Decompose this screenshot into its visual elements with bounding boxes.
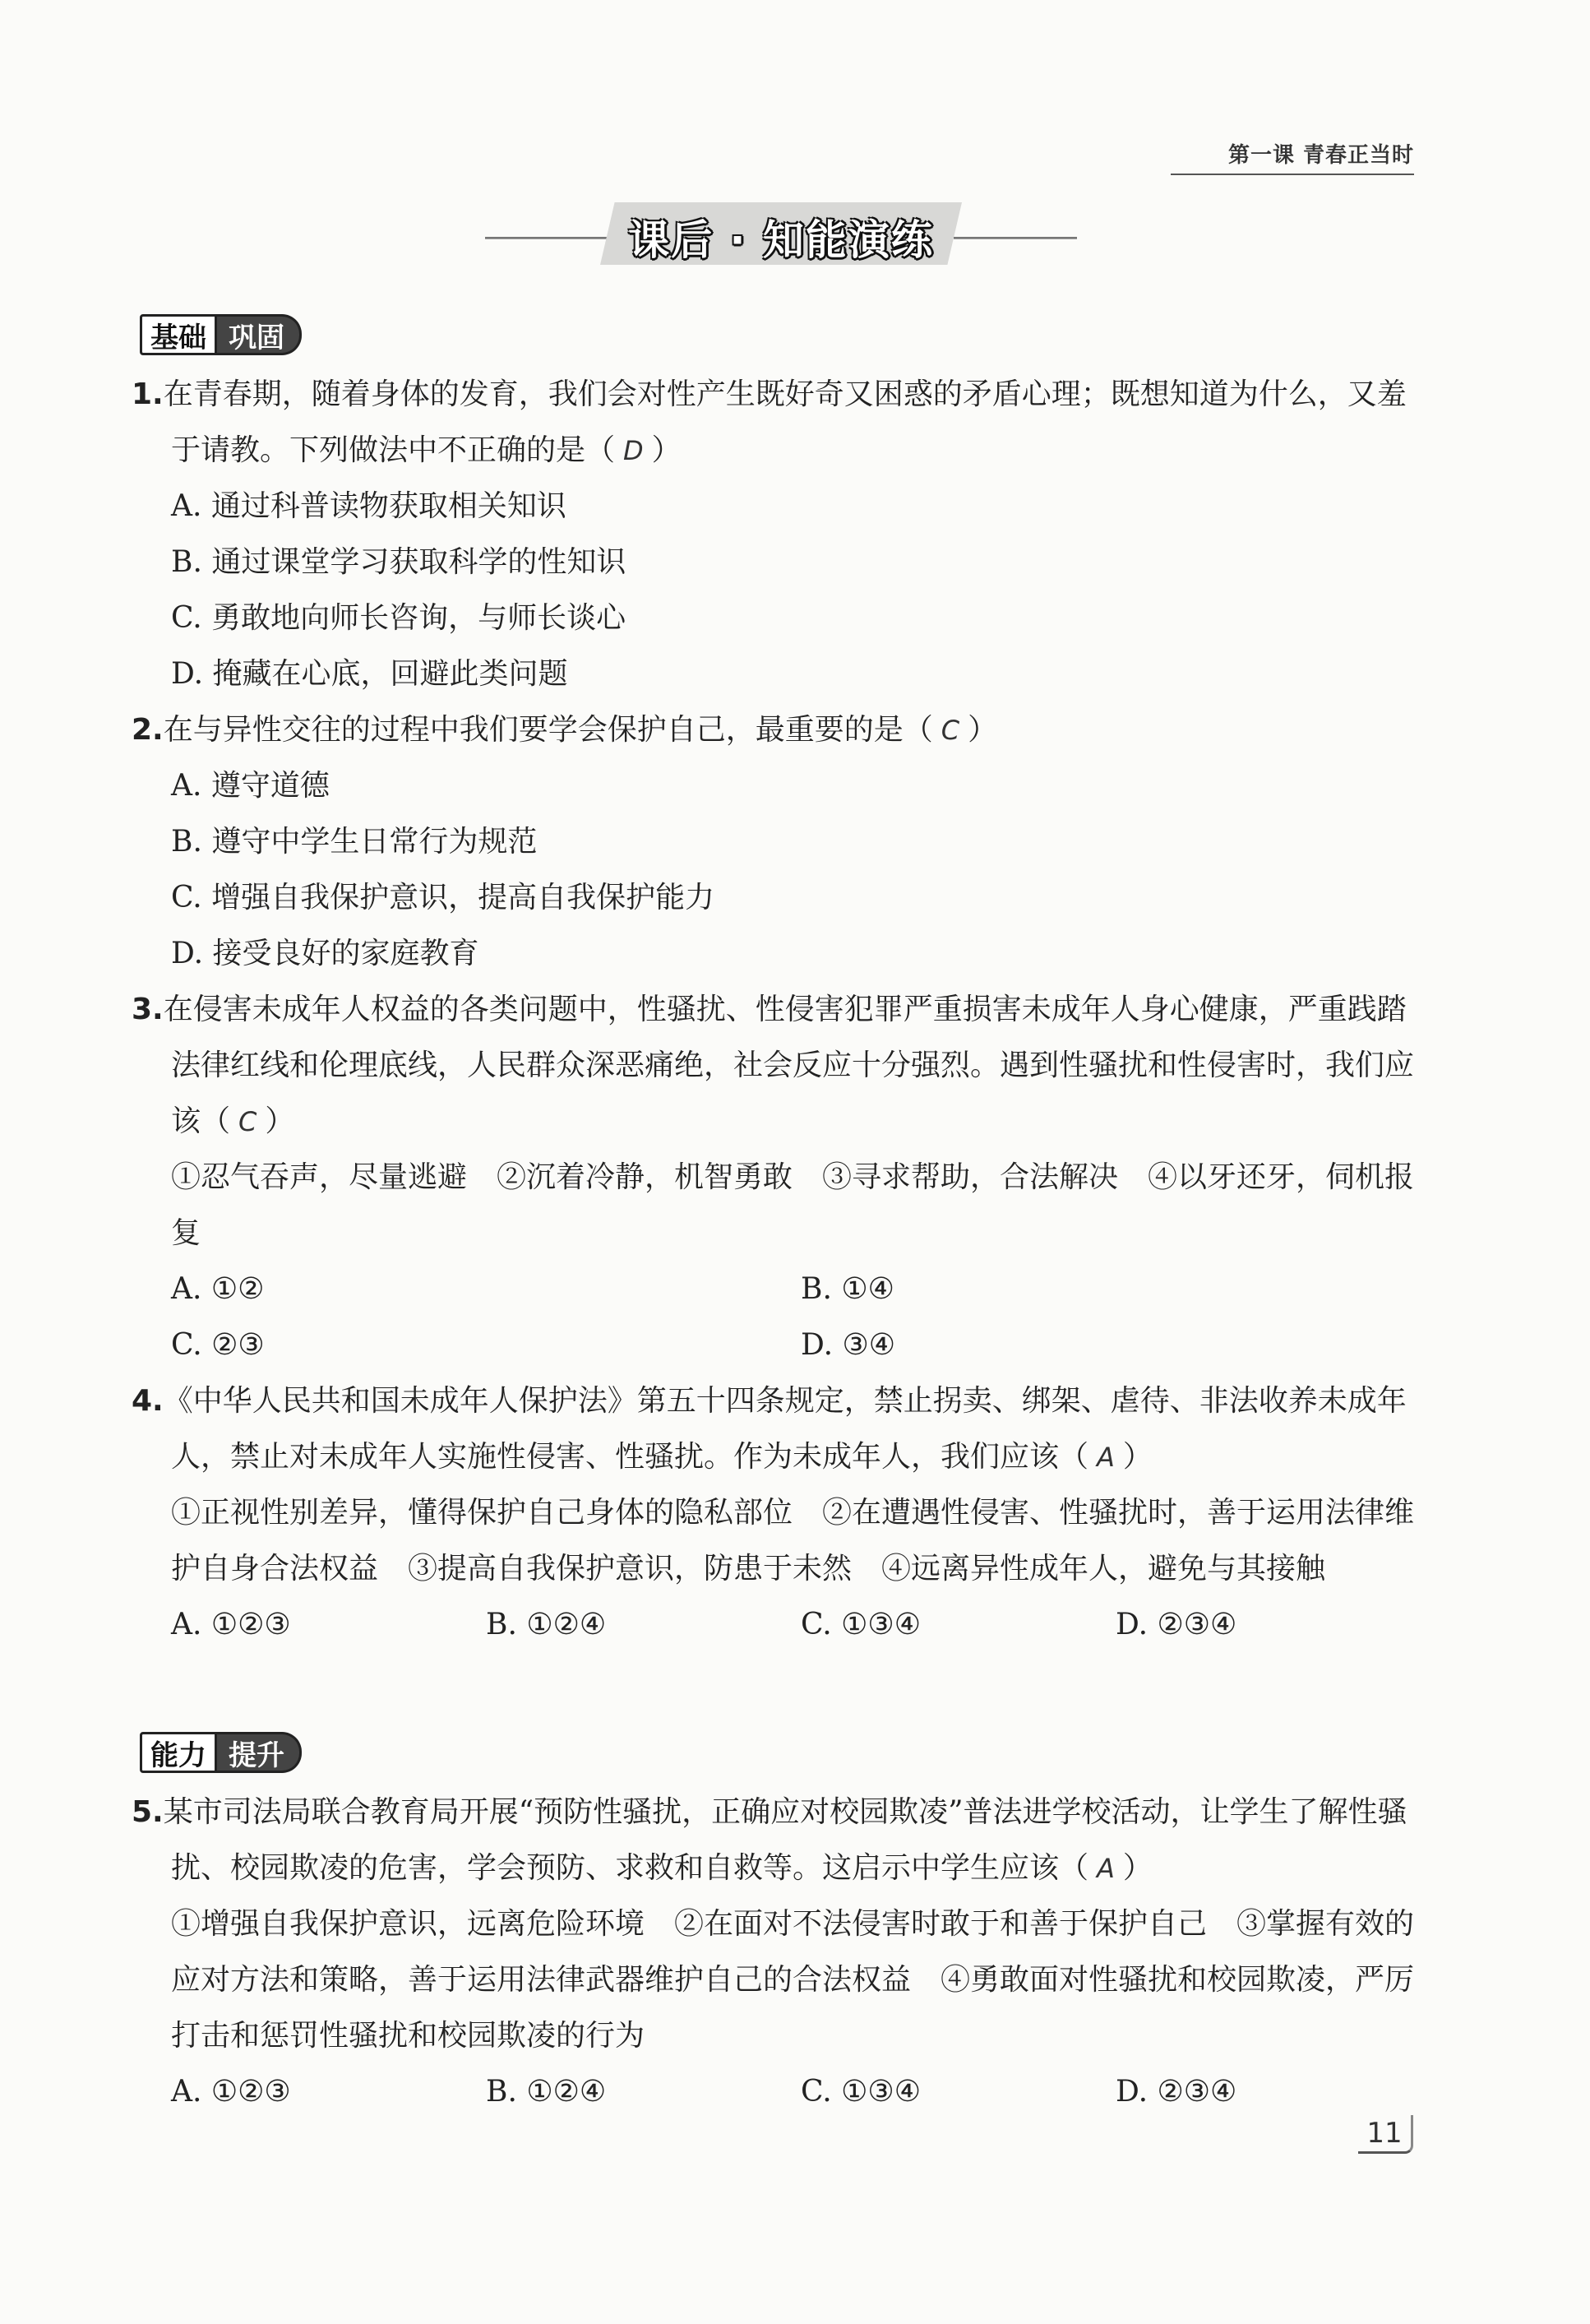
question-4-stem [132, 1373, 1431, 1485]
question-1-option-b: B. 通过课堂学习获取科学的性知识 [171, 545, 626, 579]
question-4-text: 《中华人民共和国未成年人保护法》第五十四条规定，禁止拐卖、绑架、虐待、非法收养未成年人，禁止对未成年人实施性侵害、性骚扰。作为未成年人，我们应该（ [163, 1384, 1407, 1474]
section-tag-basic-b: 巩固 [217, 314, 302, 355]
question-3-options-row-2 [132, 1317, 1431, 1373]
question-1-text: 在青春期，随着身体的发育，我们会对性产生既好奇又困惑的矛盾心理；既想知道为什么，又羞于请教。下列做法中不正确的是（ [163, 377, 1407, 467]
question-2-option-c: C. 增强自我保护意识，提高自我保护能力 [171, 881, 715, 914]
question-2-answer: C [941, 715, 960, 746]
question-4-option-d: D. ②③④ [1116, 1608, 1237, 1641]
question-2 [132, 702, 1431, 982]
question-1-option-d: D. 掩藏在心底，回避此类问题 [171, 657, 568, 691]
question-5-stem [132, 1785, 1431, 1896]
banner-title: 课后 · 知能演练 [628, 216, 934, 264]
question-3-option-d: D. ③④ [801, 1328, 896, 1362]
question-2-option-a: A. 遵守道德 [171, 769, 330, 803]
question-4-option-a: A. ①②③ [171, 1608, 291, 1641]
question-1-option-c: C. 勇敢地向师长咨询，与师长谈心 [171, 601, 626, 635]
question-3 [132, 982, 1431, 1373]
lesson-header: 第一课 青春正当时 [1171, 138, 1414, 175]
question-5-close: ） [1122, 1851, 1153, 1885]
question-5-option-b: B. ①②④ [486, 2075, 607, 2109]
question-2-option-d: D. 接受良好的家庭教育 [171, 937, 479, 970]
question-3-text: 在侵害未成年人权益的各类问题中，性骚扰、性侵害犯罪严重损害未成年人身心健康，严重践踏法律红线和伦理底线，人民群众深恶痛绝，社会反应十分强烈。遇到性骚扰和性侵害时，我们应该（ [163, 993, 1415, 1138]
question-3-number: 3. [132, 993, 164, 1026]
question-3-close: ） [265, 1104, 295, 1138]
question-5-option-a: A. ①②③ [171, 2075, 291, 2109]
section-tag-advanced-b: 提升 [217, 1732, 302, 1773]
question-3-option-c: C. ②③ [171, 1328, 265, 1362]
question-3-answer: C [238, 1106, 257, 1137]
question-5-option-d: D. ②③④ [1116, 2075, 1237, 2109]
question-5-number: 5. [132, 1795, 164, 1829]
section-tag-basic-a: 基础 [140, 314, 217, 355]
question-3-statements: ①忍气吞声，尽量逃避 ②沉着冷静，机智勇敢 ③寻求帮助，合法解决 ④以牙还牙，伺机报复 [171, 1160, 1415, 1250]
section-tag-basic [140, 314, 302, 355]
question-1 [132, 367, 1431, 702]
question-5-text: 某市司法局联合教育局开展“预防性骚扰，正确应对校园欺凌”普法进学校活动，让学生了解性骚扰、校园欺凌的危害，学会预防、求救和自救等。这启示中学生应该（ [163, 1795, 1407, 1885]
question-1-number: 1. [132, 377, 164, 411]
question-4-options [132, 1597, 1431, 1653]
question-3-option-b: B. ①④ [801, 1272, 894, 1306]
question-5-option-c: C. ①③④ [801, 2075, 921, 2109]
question-3-options-row-1 [132, 1262, 1431, 1317]
question-2-number: 2. [132, 713, 164, 747]
question-4-statements: ①正视性别差异，懂得保护自己身体的隐私部位 ②在遭遇性侵害、性骚扰时，善于运用法律维护自身合法权益 ③提高自我保护意识，防患于未然 ④远离异性成年人，避免与其接触 [171, 1496, 1415, 1586]
question-2-stem [132, 702, 1431, 758]
question-4-answer: A [1097, 1442, 1115, 1473]
question-5-answer: A [1097, 1853, 1115, 1884]
question-3-stem [132, 982, 1431, 1150]
question-2-close: ） [968, 713, 998, 747]
section-banner [485, 197, 1077, 271]
question-5-statements: ①增强自我保护意识，远离危险环境 ②在面对不法侵害时敢于和善于保护自己 ③掌握有效的应对方法和策略，善于运用法律武器维护自己的合法权益 ④勇敢面对性骚扰和校园欺凌，严厉打击和惩罚性骚扰和校园欺凌的行为 [171, 1907, 1415, 2053]
question-1-answer: D [623, 435, 644, 466]
question-1-stem [132, 367, 1431, 479]
questions-basic [132, 367, 1431, 1653]
question-4-number: 4. [132, 1384, 164, 1418]
question-1-option-a: A. 通过科普读物获取相关知识 [171, 489, 566, 523]
question-2-text: 在与异性交往的过程中我们要学会保护自己，最重要的是（ [163, 713, 933, 747]
section-tag-advanced [140, 1732, 302, 1773]
question-5-options [132, 2064, 1431, 2120]
section-tag-advanced-a: 能力 [140, 1732, 217, 1773]
question-1-close: ） [651, 433, 682, 467]
question-4 [132, 1373, 1431, 1653]
question-2-option-b: B. 遵守中学生日常行为规范 [171, 825, 538, 859]
question-4-option-b: B. ①②④ [486, 1608, 607, 1641]
question-4-option-c: C. ①③④ [801, 1608, 921, 1641]
question-4-close: ） [1122, 1440, 1153, 1474]
question-5 [132, 1785, 1431, 2120]
question-3-option-a: A. ①② [171, 1272, 265, 1306]
questions-advanced [132, 1785, 1431, 2120]
page-number: 11 [1358, 2115, 1413, 2154]
